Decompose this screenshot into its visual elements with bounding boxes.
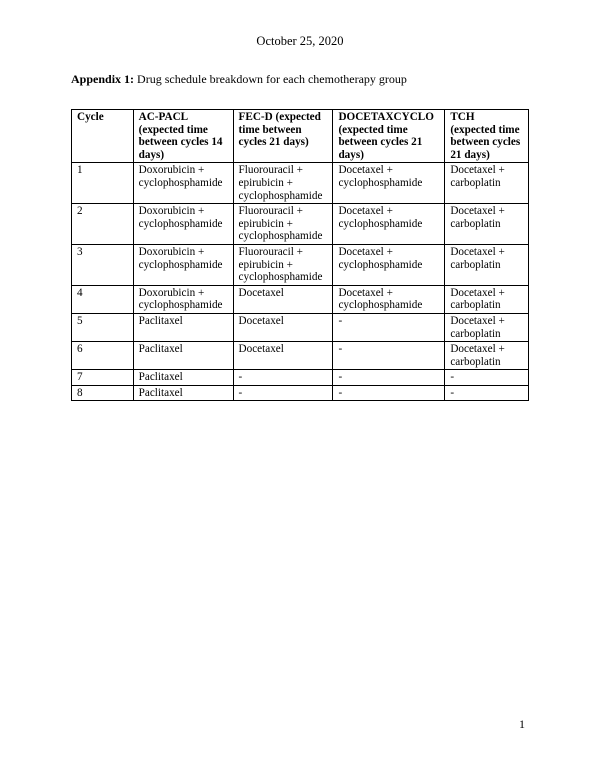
- column-header-line: (expected time: [338, 123, 408, 136]
- table-cell: [333, 285, 445, 313]
- table-cell-line: 8: [77, 386, 83, 399]
- table-row: [72, 313, 529, 341]
- table-cell: [133, 370, 233, 386]
- column-header-line: days): [138, 148, 165, 161]
- table-cell-line: cyclophosphamide: [238, 230, 323, 243]
- table-cell-line: 1: [77, 164, 83, 177]
- table-cell: [233, 244, 333, 285]
- table-body: [72, 163, 529, 401]
- page-header-date: October 25, 2020: [256, 34, 344, 48]
- column-header-line: between cycles: [450, 136, 521, 149]
- table-cell: [133, 342, 233, 370]
- table-cell: [445, 204, 529, 245]
- table-cell-line: Docetaxel +: [450, 343, 505, 356]
- table-cell-line: 4: [77, 286, 83, 299]
- table-cell-line: Doxorubicin +: [138, 205, 205, 218]
- table-cell-line: Fluorouracil +: [238, 245, 303, 258]
- table-cell-line: -: [238, 371, 243, 384]
- table-cell: [445, 163, 529, 204]
- page-number: 1: [519, 717, 525, 731]
- table-cell: [333, 370, 445, 386]
- table-cell-line: cyclophosphamide: [338, 176, 423, 189]
- table-cell-line: cyclophosphamide: [138, 299, 223, 312]
- table-cell-line: Fluorouracil +: [238, 164, 303, 177]
- table-cell: [233, 370, 333, 386]
- table-cell: [72, 204, 134, 245]
- table-cell: [72, 342, 134, 370]
- table-cell-line: -: [338, 314, 343, 327]
- table-cell-line: Docetaxel: [238, 314, 284, 327]
- column-header: [233, 110, 333, 163]
- table-cell: [333, 385, 445, 401]
- table-cell: [233, 285, 333, 313]
- column-header-line: between cycles 14: [138, 136, 223, 149]
- column-header-line: days): [338, 148, 364, 161]
- table-row: [72, 204, 529, 245]
- table-cell: [72, 385, 134, 401]
- table-row: [72, 370, 529, 386]
- table-cell-line: -: [450, 386, 455, 399]
- table-cell-line: Docetaxel +: [450, 245, 505, 258]
- table-cell: [233, 385, 333, 401]
- table-row: [72, 342, 529, 370]
- table-cell-line: epirubicin +: [238, 258, 293, 271]
- table-cell-line: Docetaxel +: [338, 286, 393, 299]
- table-cell: [233, 313, 333, 341]
- table-cell-line: carboplatin: [450, 258, 501, 271]
- table-cell-line: 5: [77, 314, 83, 327]
- table-row: [72, 285, 529, 313]
- table-cell: [133, 244, 233, 285]
- table-cell: [233, 342, 333, 370]
- table-cell: [445, 285, 529, 313]
- table-row: [72, 244, 529, 285]
- column-header-line: AC-PACL: [138, 111, 189, 123]
- column-header-line: FEC-D (expected: [238, 111, 321, 123]
- table-cell: [333, 204, 445, 245]
- table-cell-line: -: [238, 386, 243, 399]
- table-cell-line: Docetaxel +: [450, 314, 505, 327]
- table-cell: [333, 313, 445, 341]
- table-cell-line: cyclophosphamide: [338, 217, 423, 230]
- table-cell-line: Docetaxel +: [338, 164, 393, 177]
- table-cell-line: cyclophosphamide: [238, 189, 323, 202]
- table-cell-line: cyclophosphamide: [138, 258, 223, 271]
- table-cell: [72, 285, 134, 313]
- table-cell-line: 7: [77, 371, 83, 384]
- table-cell-line: carboplatin: [450, 327, 501, 340]
- table-cell: [72, 313, 134, 341]
- table-cell: [72, 163, 134, 204]
- table-cell-line: carboplatin: [450, 299, 501, 312]
- table-cell-line: Doxorubicin +: [138, 164, 205, 177]
- table-cell-line: Docetaxel +: [338, 205, 393, 218]
- table-row: [72, 385, 529, 401]
- table-cell: [72, 244, 134, 285]
- table-cell-line: -: [450, 371, 455, 384]
- column-header-line: between cycles 21: [338, 136, 423, 149]
- table-cell-line: cyclophosphamide: [338, 258, 423, 271]
- table-cell: [445, 385, 529, 401]
- table-cell-line: epirubicin +: [238, 176, 293, 189]
- table-cell: [133, 285, 233, 313]
- column-header-line: Cycle: [77, 111, 104, 123]
- column-header-line: time between: [238, 123, 302, 136]
- table-cell-line: carboplatin: [450, 217, 501, 230]
- table-cell-line: Doxorubicin +: [138, 245, 205, 258]
- table-cell-line: Paclitaxel: [138, 371, 183, 384]
- table-cell-line: Docetaxel +: [450, 205, 505, 218]
- table-cell-line: cyclophosphamide: [138, 176, 223, 189]
- table-cell: [333, 163, 445, 204]
- table-cell: [445, 342, 529, 370]
- table-cell: [333, 244, 445, 285]
- table-cell: [133, 385, 233, 401]
- table-cell-line: Docetaxel +: [450, 164, 505, 177]
- table-cell: [133, 163, 233, 204]
- caption-label: Appendix 1:: [71, 72, 135, 86]
- table-cell: [445, 370, 529, 386]
- table-cell-line: 3: [77, 245, 83, 258]
- table-cell: [133, 204, 233, 245]
- table-cell: [445, 244, 529, 285]
- table-caption: [71, 72, 407, 87]
- table-cell-line: Paclitaxel: [138, 314, 183, 327]
- table-cell: [233, 163, 333, 204]
- table-cell: [333, 342, 445, 370]
- column-header-line: cycles 21 days): [238, 136, 309, 149]
- table-cell-line: carboplatin: [450, 355, 501, 368]
- table-header-row: [72, 110, 529, 163]
- column-header-line: (expected time: [450, 123, 520, 136]
- table-cell-line: Paclitaxel: [138, 386, 183, 399]
- table-cell-line: -: [338, 343, 343, 356]
- table-cell-line: epirubicin +: [238, 217, 293, 230]
- table-cell-line: Docetaxel +: [338, 245, 393, 258]
- column-header-line: 21 days): [450, 148, 490, 161]
- table-cell-line: cyclophosphamide: [138, 217, 223, 230]
- column-header: [72, 110, 134, 163]
- column-header-line: TCH: [450, 111, 475, 123]
- table-cell-line: Doxorubicin +: [138, 286, 205, 299]
- table-cell-line: -: [338, 386, 343, 399]
- column-header: [133, 110, 233, 163]
- table-cell: [72, 370, 134, 386]
- table-cell: [445, 313, 529, 341]
- column-header: [445, 110, 529, 163]
- column-header-line: (expected time: [138, 123, 208, 136]
- drug-schedule-table: [71, 109, 529, 401]
- table-cell-line: cyclophosphamide: [238, 271, 323, 284]
- table-cell-line: Paclitaxel: [138, 343, 183, 356]
- table-cell-line: Docetaxel: [238, 343, 284, 356]
- table-cell-line: Docetaxel +: [450, 286, 505, 299]
- table-cell-line: Docetaxel: [238, 286, 284, 299]
- table-row: [72, 163, 529, 204]
- table-cell-line: 6: [77, 343, 83, 356]
- table-cell-line: cyclophosphamide: [338, 299, 423, 312]
- table-cell-line: 2: [77, 205, 83, 218]
- table-cell: [233, 204, 333, 245]
- table-cell-line: -: [338, 371, 343, 384]
- table-cell: [133, 313, 233, 341]
- column-header-line: DOCETAXCYCLO: [338, 111, 434, 123]
- table-cell-line: Fluorouracil +: [238, 205, 303, 218]
- caption-text: Drug schedule breakdown for each chemotherapy group: [134, 72, 407, 86]
- table-cell-line: carboplatin: [450, 176, 501, 189]
- column-header: [333, 110, 445, 163]
